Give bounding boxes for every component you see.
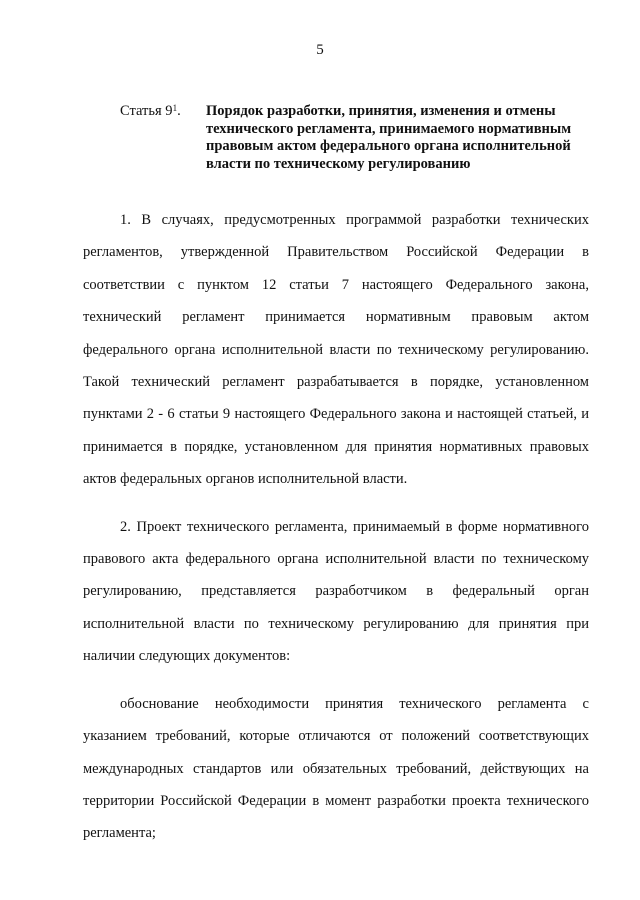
- article-label-prefix: Статья 9: [120, 103, 173, 119]
- paragraph-2: 2. Проект технического регламента, принимаемый в форме нормативного правового акта федерального органа исполнительной власти по техническому регулированию, представляется разработчиком в федеральный орган исполнительной власти по техническому регулированию для принятия при наличии следующих документов:: [83, 518, 589, 665]
- article-label: [120, 103, 181, 120]
- article-body: [83, 204, 589, 865]
- page-number: 5: [316, 42, 324, 58]
- article-title: Порядок разработки, принятия, изменения и отмены технического регламента, принимаемого нормативным правовым актом федерального органа исполнительной власти по техническому регулированию: [206, 103, 572, 172]
- paragraph-3: обоснование необходимости принятия технического регламента с указанием требований, которые отличаются от положений соответствующих международных стандартов или обязательных требований, действующих на территории Российской Федерации в момент разработки проекта технического регламента;: [83, 695, 589, 842]
- article-label-suffix: .: [177, 103, 181, 119]
- paragraph-1: 1. В случаях, предусмотренных программой разработки технических регламентов, утвержденной Правительством Российской Федерации в соответствии с пунктом 12 статьи 7 настоящего Федерального закона, технический регламент принимается нормативным правовым актом федерального органа исполнительной власти по техническому регулированию. Такой технический регламент разрабатывается в порядке, установленном пунктами 2 - 6 статьи 9 настоящего Федерального закона и настоящей статьей, и принимается в порядке, установленном для принятия нормативных правовых актов федеральных органов исполнительной власти.: [83, 212, 589, 488]
- article-label-superscript: 1: [172, 103, 178, 113]
